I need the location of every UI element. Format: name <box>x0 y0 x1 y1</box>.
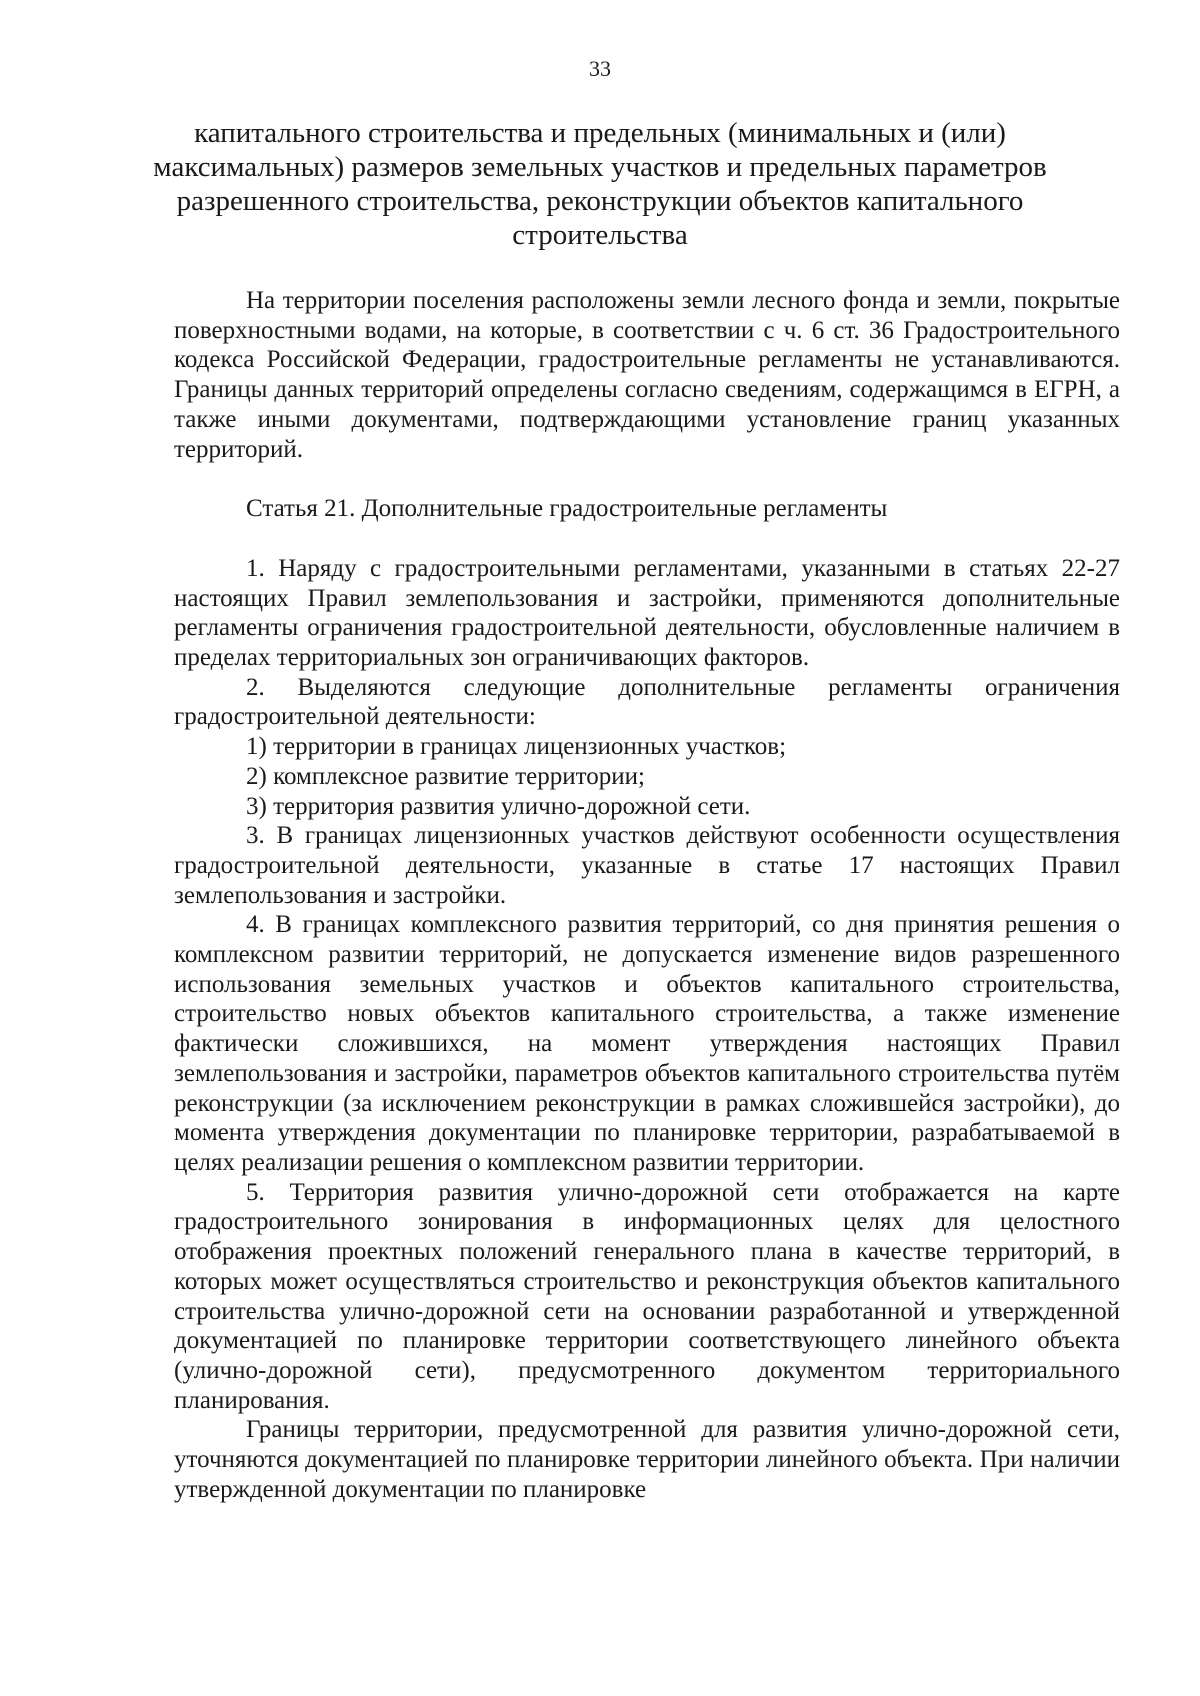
document-body <box>174 286 1120 1504</box>
list-item: 3) территория развития улично-дорожной сети. <box>246 792 751 820</box>
list-item: 2) комплексное развитие территории; <box>246 762 645 790</box>
paragraph-item-5: 5. Территория развития улично-дорожной сети отображается на карте градостроительного зонирования в информационных целях для целостного отображения проектных положений генерального плана в качестве территорий, в которых может осуществляться строительство и реконструкция объектов капитального строительства улично-дорожной сети на основании разработанной и утвержденной документацией по планировке территории соответствующего линейного объекта (улично-дорожной сети), предусмотренного документом территориального планирования. <box>174 1178 1120 1414</box>
paragraph-item-2: 2. Выделяются следующие дополнительные регламенты ограничения градостроительной деятельности: <box>174 673 1120 731</box>
paragraph-boundaries: Границы территории, предусмотренной для развития улично-дорожной сети, уточняются документацией по планировке территории линейного объекта. При наличии утвержденной документации по планировке <box>174 1416 1120 1503</box>
page-number: 33 <box>589 56 611 81</box>
article-title: Статья 21. Дополнительные градостроительные регламенты <box>246 495 888 523</box>
section-heading: капитального строительства и предельных (минимальных и (или) максимальных) размеров земельных участков и предельных параметров разрешенного строительства, реконструкции объектов капитального строительства <box>153 117 1047 251</box>
paragraph-land-categories: На территории поселения расположены земли лесного фонда и земли, покрытые поверхностными водами, на которые, в соответствии с ч. 6 ст. 36 Градостроительного кодекса Российской Федерации, градостроительные регламенты не устанавливаются. Границы данных территорий определены согласно сведениям, содержащимся в ЕГРН, а также иными документами, подтверждающими установление границ указанных территорий. <box>174 287 1120 463</box>
paragraph-item-4: 4. В границах комплексного развития территорий, со дня принятия решения о комплексном развитии территорий, не допускается изменение видов разрешенного использования земельных участков и объектов капитального строительства, строительство новых объектов капитального строительства, а также изменение фактически сложившихся, на момент утверждения настоящих Правил землепользования и застройки, параметров объектов капитального строительства путём реконструкции (за исключением реконструкции в рамках сложившейся застройки), до момента утверждения документации по планировке территории, разрабатываемой в целях реализации решения о комплексном развитии территории. <box>174 911 1120 1176</box>
list-item: 1) территории в границах лицензионных участков; <box>246 733 787 761</box>
paragraph-item-1: 1. Наряду с градостроительными регламентами, указанными в статьях 22-27 настоящих Правил землепользования и застройки, применяются дополнительные регламенты ограничения градостроительной деятельности, обусловленные наличием в пределах территориальных зон ограничивающих факторов. <box>174 554 1120 672</box>
paragraph-item-3: 3. В границах лицензионных участков действуют особенности осуществления градостроительной деятельности, указанные в статье 17 настоящих Правил землепользования и застройки. <box>174 822 1120 909</box>
